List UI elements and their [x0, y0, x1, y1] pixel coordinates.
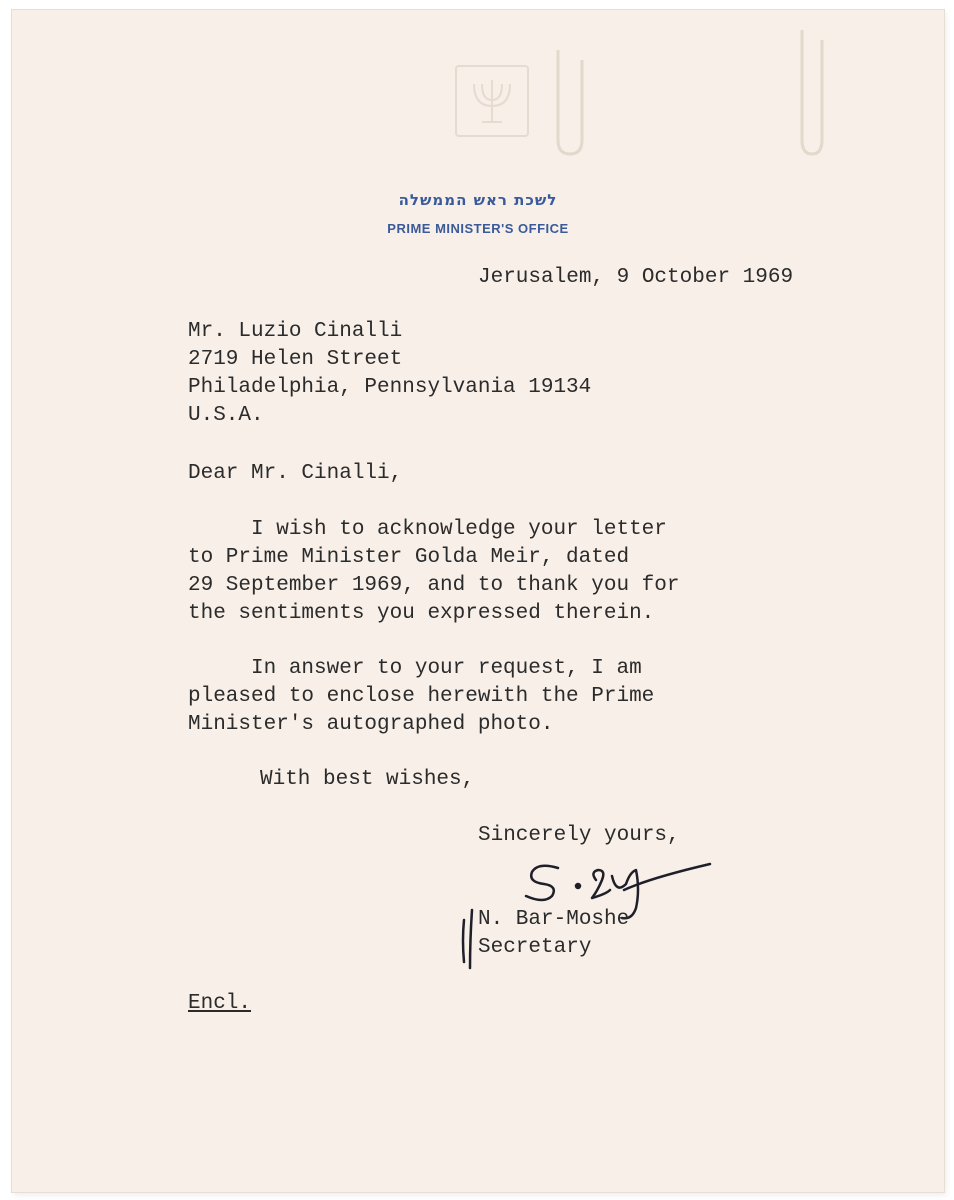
menorah-emblem-icon [452, 62, 532, 140]
recipient-name: Mr. Luzio Cinalli [188, 320, 403, 343]
enclosure-note: Encl. [188, 992, 252, 1015]
letterhead-english: PRIME MINISTER'S OFFICE [387, 221, 569, 236]
best-wishes: With best wishes, [260, 768, 475, 791]
paper-clip-mark-left [550, 50, 590, 160]
paragraph-1: I wish to acknowledge your letter to Prime Minister Golda Meir, dated 29 September 1969, and to thank you for the sentiments you expressed therein. [188, 518, 680, 625]
paragraph-2: In answer to your request, I am pleased to enclose herewith the Prime Minister's autographed photo. [188, 657, 655, 736]
signatory-title: Secretary [478, 936, 592, 959]
letter-date: Jerusalem, 9 October 1969 [478, 266, 794, 289]
paper-clip-mark-right [792, 30, 832, 160]
recipient-country: U.S.A. [188, 404, 264, 427]
letterhead-hebrew: לשכת ראש הממשלה [398, 191, 558, 209]
signatory-name: N. Bar-Moshe [478, 908, 630, 931]
recipient-address [188, 318, 591, 430]
closing: Sincerely yours, [478, 824, 680, 847]
recipient-city: Philadelphia, Pennsylvania 19134 [188, 376, 592, 399]
salutation: Dear Mr. Cinalli, [188, 462, 403, 485]
recipient-street: 2719 Helen Street [188, 348, 403, 371]
signatory-block [478, 906, 629, 962]
